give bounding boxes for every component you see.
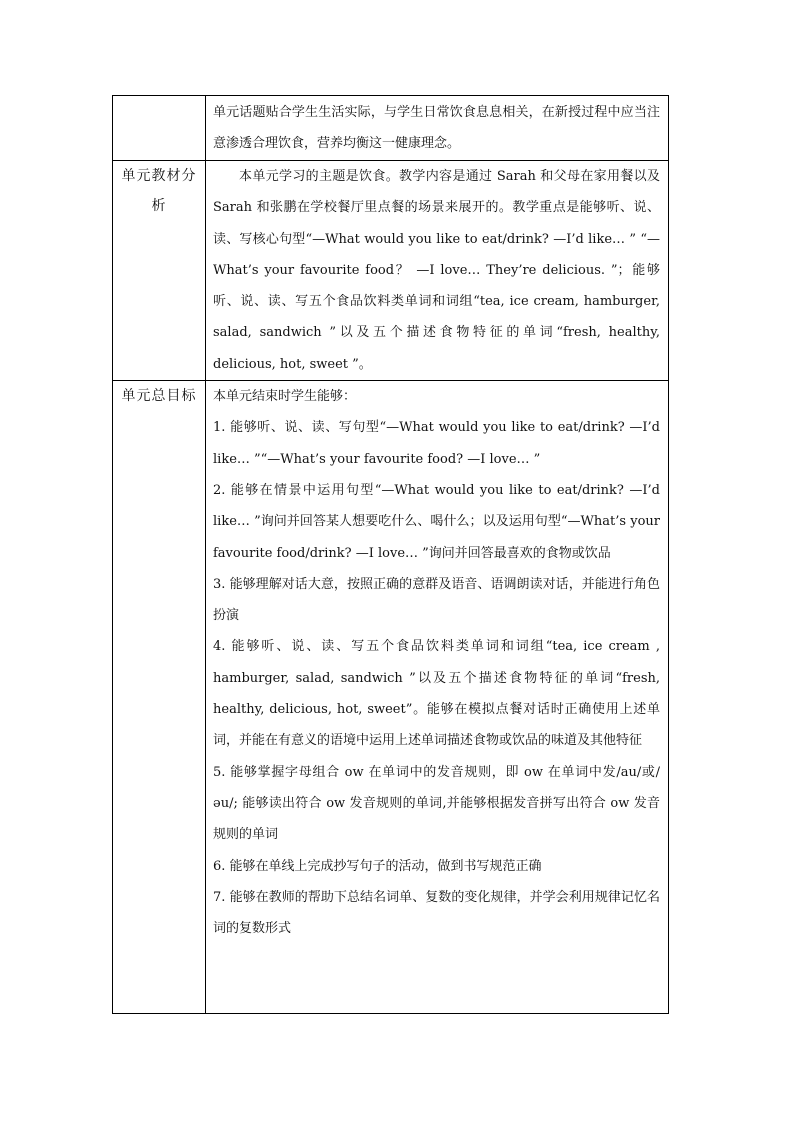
intro-line: 本单元结束时学生能够： <box>213 389 357 405</box>
goal-item: 2. 能够在情景中运用句型“—What would you like to eat/drink? —I’d like… ”询问并回答某人想要吃什么、喝什么；以及运用句型“—What’s your favourite food/drink? —I love… ”询问并回答最喜欢的食物或饮品 <box>213 482 660 561</box>
table-row <box>113 161 669 381</box>
paragraph: 本单元学习的主题是饮食。教学内容是通过 Sarah 和父母在家用餐以及 Sarah 和张鹏在学校餐厅里点餐的场景来展开的。教学重点是能够听、说、读、写核心句型“—What would you like to eat/drink? —I’d like… ” “—What’s your favourite food？ —I love… They’re delicious. ”；能够听、说、读、写五个食品饮料类单词和词组“tea, ice cream, hamburger, salad, sandwich ”以及五个描述食物特征的单词“fresh, healthy, delicious, hot, sweet ”。 <box>213 169 660 372</box>
row-label <box>113 96 206 161</box>
row-label: 单元教材分析 <box>113 161 206 381</box>
table-row <box>113 381 669 1014</box>
goal-item: 6. 能够在单线上完成抄写句子的活动，做到书写规范正确 <box>213 858 542 874</box>
row-content <box>206 381 669 1014</box>
row-content <box>206 161 669 381</box>
table-row <box>113 96 669 161</box>
unit-plan-table <box>112 95 669 1014</box>
row-label: 单元总目标 <box>113 381 206 1014</box>
goal-item: 7. 能够在教师的帮助下总结名词单、复数的变化规律，并学会利用规律记忆名词的复数形式 <box>213 889 660 937</box>
goal-item: 4. 能够听、说、读、写五个食品饮料类单词和词组“tea, ice cream , hamburger, salad, sandwich ”以及五个描述食物特征的单词“fresh, healthy, delicious, hot, sweet”。能够在模拟点餐对话时正确使用上述单词，并能在有意义的语境中运用上述单词描述食物或饮品的味道及其他特征 <box>213 639 660 749</box>
paragraph: 单元话题贴合学生生活实际，与学生日常饮食息息相关，在新授过程中应当注意渗透合理饮食，营养均衡这一健康理念。 <box>213 105 660 152</box>
goal-item: 3. 能够理解对话大意，按照正确的意群及语音、语调朗读对话，并能进行角色扮演 <box>213 576 660 624</box>
goal-item: 5. 能够掌握字母组合 ow 在单词中的发音规则，即 ow 在单词中发/au/或/əu/; 能够读出符合 ow 发音规则的单词,并能够根据发音拼写出符合 ow 发音规则的单词 <box>213 764 660 843</box>
row-content <box>206 96 669 161</box>
goal-item: 1. 能够听、说、读、写句型“—What would you like to eat/drink? —I’d like… ”“—What’s your favourite food? —I love… ” <box>213 420 660 467</box>
